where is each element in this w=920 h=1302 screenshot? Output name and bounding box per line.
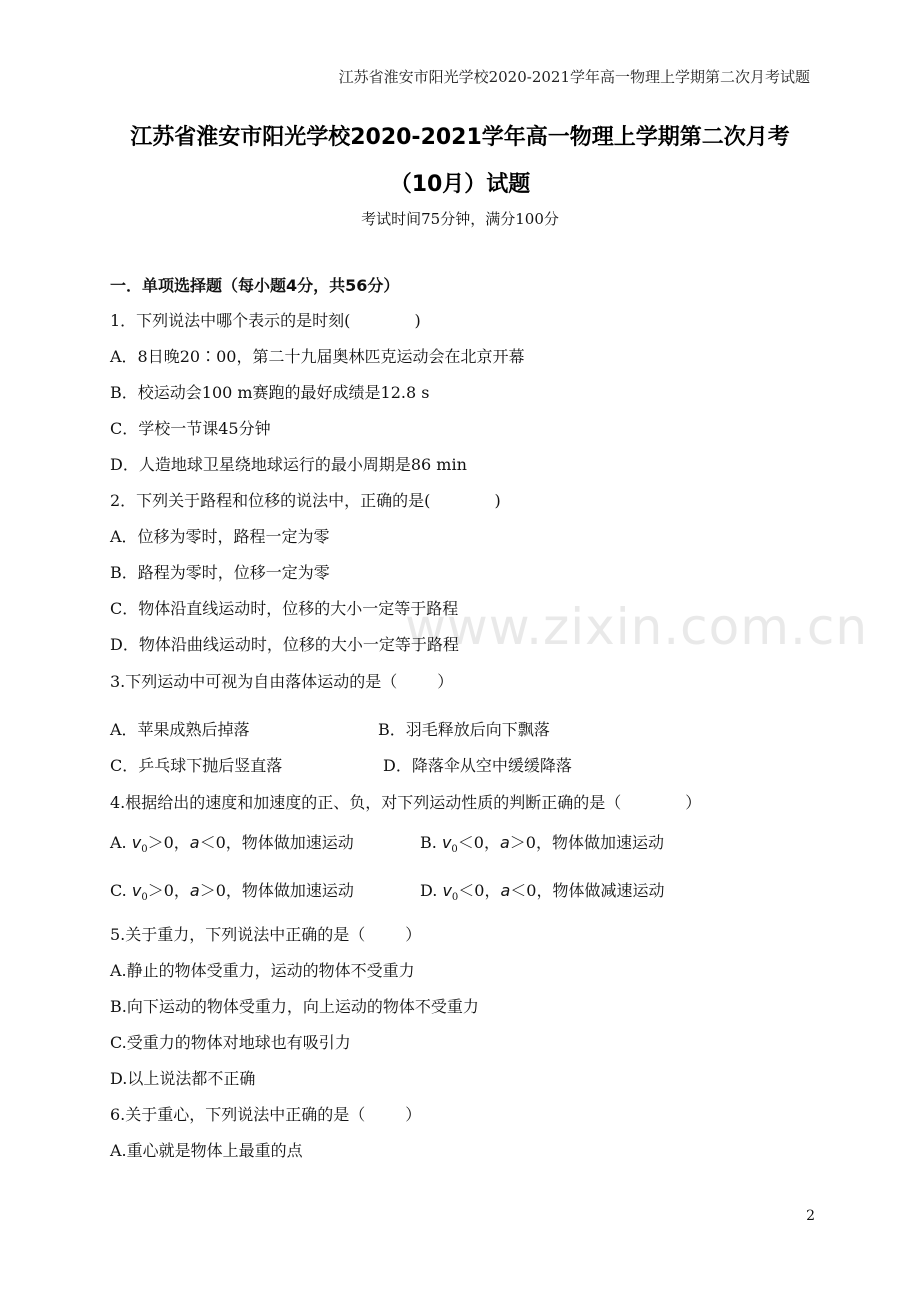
q4-option-c — [110, 881, 354, 908]
q5-option-d: D.以上说法都不正确 — [110, 1069, 256, 1088]
q4-b-v-sub: 0 — [451, 844, 458, 855]
q3-stem — [110, 672, 453, 692]
q3-option-b: B．羽毛释放后向下飘落 — [378, 720, 550, 739]
q1-option-a: A．8日晚20∶00，第二十九届奥林匹克运动会在北京开幕 — [110, 347, 525, 366]
q2-option-d: D．物体沿曲线运动时，位移的大小一定等于路程 — [110, 635, 459, 654]
q1-stem — [110, 311, 421, 331]
q4-stem — [110, 793, 701, 813]
q4-d-a-rel: ＜0， — [510, 881, 553, 900]
q4-a-text: 物体做加速运动 — [241, 833, 354, 852]
page-number: 2 — [806, 1208, 815, 1224]
document-title-line-2: （10月）试题 — [389, 172, 531, 197]
q3-option-c: C．乒乓球下抛后竖直落 — [110, 756, 283, 775]
q5-option-b: B.向下运动的物体受重力，向上运动的物体不受重力 — [110, 997, 479, 1016]
q6-option-a: A.重心就是物体上最重的点 — [110, 1141, 303, 1160]
q3-close: ） — [437, 672, 454, 691]
watermark: www.zixin.com.cn — [405, 598, 869, 656]
q5-stem-text: 5.关于重力，下列说法中正确的是（ — [110, 925, 366, 944]
q5-close: ） — [405, 925, 422, 944]
q4-c-a-symbol: a — [189, 881, 200, 900]
q2-stem-text: 2．下列关于路程和位移的说法中，正确的是( — [110, 491, 431, 510]
q4-option-b — [420, 833, 664, 860]
q4-d-label: D. — [420, 881, 438, 900]
q4-c-v-sub: 0 — [141, 892, 148, 903]
q4-d-v-rel: ＜0， — [458, 881, 501, 900]
q4-b-v-rel: ＜0， — [457, 833, 500, 852]
q5-stem — [110, 925, 421, 945]
q4-b-a-symbol: a — [499, 833, 510, 852]
document-title-line-1: 江苏省淮安市阳光学校2020-2021学年高一物理上学期第二次月考 — [130, 125, 790, 150]
running-header: 江苏省淮安市阳光学校2020-2021学年高一物理上学期第二次月考试题 — [338, 68, 810, 86]
q4-a-v-symbol: v — [131, 833, 142, 852]
q1-stem-text: 1．下列说法中哪个表示的是时刻( — [110, 311, 351, 330]
q4-a-v-sub: 0 — [141, 844, 148, 855]
q4-b-a-rel: ＞0， — [509, 833, 552, 852]
q6-stem — [110, 1105, 421, 1125]
q4-c-text: 物体做加速运动 — [241, 881, 354, 900]
q4-c-v-rel: ＞0， — [147, 881, 190, 900]
q3-stem-text: 3.下列运动中可视为自由落体运动的是（ — [110, 672, 398, 691]
q4-b-label: B. — [420, 833, 437, 852]
q4-a-label: A. — [110, 833, 127, 852]
q6-stem-text: 6.关于重心，下列说法中正确的是（ — [110, 1105, 366, 1124]
q4-b-v-symbol: v — [441, 833, 452, 852]
exam-duration-info: 考试时间75分钟，满分100分 — [361, 210, 559, 228]
section-heading: 一．单项选择题（每小题4分，共56分） — [110, 276, 400, 295]
q1-option-c: C．学校一节课45分钟 — [110, 419, 271, 438]
q3-option-a: A．苹果成熟后掉落 — [110, 720, 250, 739]
q4-c-v-symbol: v — [131, 881, 142, 900]
q3-option-d: D．降落伞从空中缓缓降落 — [383, 756, 572, 775]
q4-c-label: C. — [110, 881, 127, 900]
q4-d-v-symbol: v — [442, 881, 452, 900]
q2-option-a: A．位移为零时，路程一定为零 — [110, 527, 330, 546]
q4-d-a-symbol: a — [500, 881, 511, 900]
q4-option-d — [420, 881, 664, 908]
q4-a-v-rel: ＞0， — [147, 833, 190, 852]
q4-c-a-rel: ＞0， — [199, 881, 242, 900]
q4-option-a — [110, 833, 354, 860]
q4-a-a-symbol: a — [189, 833, 200, 852]
q5-option-c: C.受重力的物体对地球也有吸引力 — [110, 1033, 351, 1052]
q1-option-d: D．人造地球卫星绕地球运行的最小周期是86 min — [110, 455, 467, 474]
q4-d-v-sub: 0 — [451, 892, 459, 903]
q4-a-a-rel: ＜0， — [199, 833, 242, 852]
q4-close: ） — [685, 793, 702, 812]
q1-option-b: B．校运动会100 m赛跑的最好成绩是12.8 s — [110, 383, 430, 402]
q5-option-a: A.静止的物体受重力，运动的物体不受重力 — [110, 961, 415, 980]
q4-b-text: 物体做加速运动 — [551, 833, 664, 852]
q2-stem — [110, 491, 501, 511]
q6-close: ） — [405, 1105, 422, 1124]
q1-close: ) — [414, 311, 421, 330]
q2-option-c: C．物体沿直线运动时，位移的大小一定等于路程 — [110, 599, 459, 618]
q2-close: ) — [494, 491, 501, 510]
q4-stem-text: 4.根据给出的速度和加速度的正、负，对下列运动性质的判断正确的是（ — [110, 793, 622, 812]
q2-option-b: B．路程为零时，位移一定为零 — [110, 563, 330, 582]
q4-d-text: 物体做减速运动 — [552, 881, 665, 900]
